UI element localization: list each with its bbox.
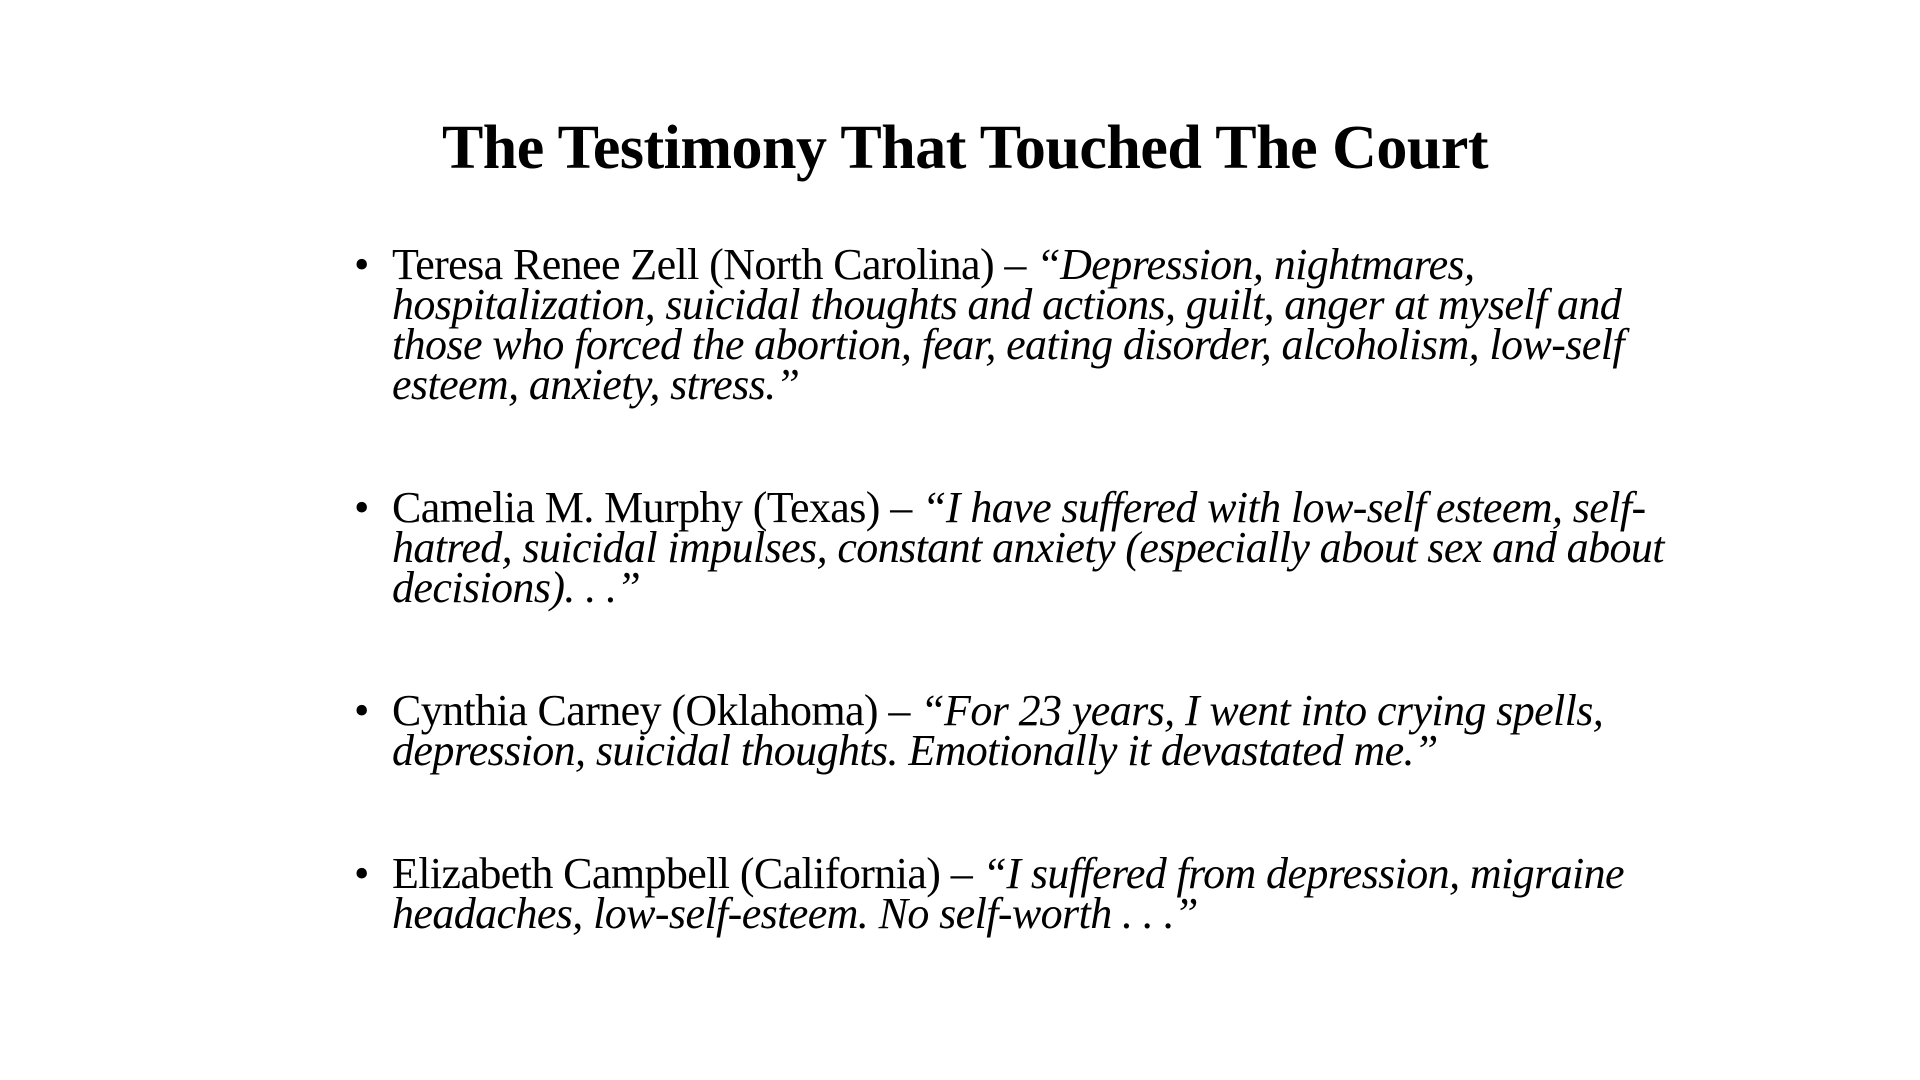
testimony-separator: – (940, 849, 983, 898)
testimony-quote: “I have suffered with low-self esteem, self-hatred, suicidal impulses, constant anxiety (especially about sex and about decisions). . .” (392, 483, 1664, 612)
slide-title: The Testimony That Touched The Court (441, 114, 1489, 182)
bullet-icon: • (354, 686, 369, 735)
bullet-icon: • (354, 483, 369, 532)
testimony-quote: “Depression, nightmares, hospitalization, suicidal thoughts and actions, guilt, anger at myself and those who forced the abortion, fear, eating disorder, alcoholism, low-self esteem, anxiety, stress.” (392, 240, 1624, 409)
bullet-icon: • (354, 849, 369, 898)
testimony-speaker: Teresa Renee Zell (North Carolina) (392, 240, 995, 289)
testimony-quote: “I suffered from depression, migraine headaches, low-self-esteem. No self-worth . . .” (392, 849, 1624, 938)
testimony-speaker: Camelia M. Murphy (Texas) (392, 483, 880, 532)
testimony-separator: – (994, 240, 1037, 289)
testimony-item-murphy (354, 483, 1682, 612)
testimony-separator: – (879, 483, 923, 532)
testimony-speaker: Cynthia Carney (Oklahoma) (392, 686, 878, 735)
testimony-list (354, 240, 1682, 938)
testimony-item-carney (354, 686, 1682, 775)
testimony-speaker: Elizabeth Campbell (California) (392, 849, 941, 898)
testimony-separator: – (877, 686, 921, 735)
testimony-item-zell (354, 240, 1682, 409)
testimony-quote: “For 23 years, I went into crying spells, depression, suicidal thoughts. Emotionally it devastated me.” (392, 686, 1604, 775)
testimony-item-campbell (354, 849, 1682, 938)
bullet-icon: • (354, 240, 369, 289)
